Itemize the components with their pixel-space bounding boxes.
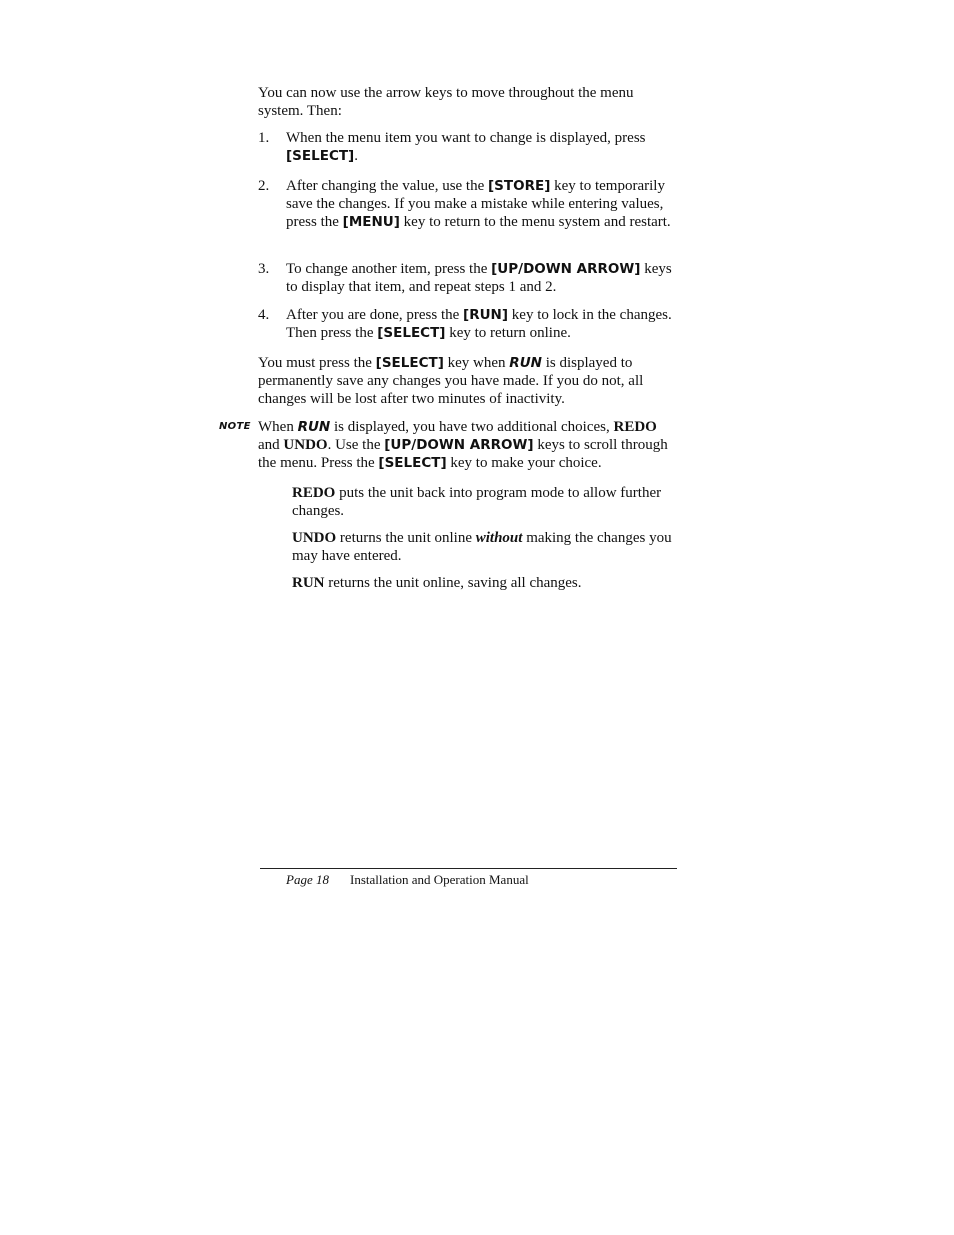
manual-title: Installation and Operation Manual [350, 872, 529, 887]
step-3 [258, 260, 673, 300]
key-select: [SELECT] [377, 325, 446, 341]
display-run: RUN [509, 355, 542, 371]
key-select: [SELECT] [286, 148, 355, 164]
step-text: To change another item, press the [UP/DOWN ARROW] keys to display that item, and repeat steps 1 and 2. [286, 261, 672, 295]
step-text: After changing the value, use the [STORE] key to temporarily save the changes. If you make a mistake while entering values, press the [MENU] key to return to the menu system and restart. [286, 178, 671, 230]
note-paragraph: When RUN is displayed, you have two additional choices, REDO and UNDO. Use the [UP/DOWN ARROW] keys to scroll through the menu. Press the [SELECT] key to make your choice. [258, 419, 668, 471]
term-redo: REDO [292, 485, 336, 501]
key-up-down-arrow: [UP/DOWN ARROW] [384, 437, 534, 453]
note-label: NOTE [219, 421, 251, 432]
step-number: 1. [258, 130, 270, 146]
step-text: After you are done, press the [RUN] key to lock in the changes. Then press the [SELECT] key to return online. [286, 307, 672, 341]
choice-redo: REDO [613, 419, 657, 435]
key-menu: [MENU] [342, 214, 400, 230]
key-select: [SELECT] [378, 455, 447, 471]
step-2 [258, 177, 673, 253]
step-4 [258, 306, 673, 346]
term-run: RUN [292, 575, 325, 591]
term-undo: UNDO [292, 530, 337, 546]
key-store: [STORE] [488, 178, 551, 194]
emphasis-without: without [475, 530, 523, 546]
undo-description: UNDO returns the unit online without making the changes you may have entered. [292, 530, 672, 564]
redo-description: REDO puts the unit back into program mode to allow further changes. [292, 485, 662, 519]
run-description: RUN returns the unit online, saving all changes. [292, 575, 582, 591]
choice-undo: UNDO [283, 437, 328, 453]
intro-paragraph: You can now use the arrow keys to move throughout the menu system. Then: [258, 85, 634, 119]
step-number: 3. [258, 261, 270, 277]
step-number: 4. [258, 307, 270, 323]
footer-divider [260, 868, 677, 869]
page-number: Page 18 [286, 872, 329, 887]
key-select: [SELECT] [375, 355, 444, 371]
step-1 [258, 129, 673, 169]
key-up-down-arrow: [UP/DOWN ARROW] [491, 261, 641, 277]
key-run: [RUN] [463, 307, 509, 323]
must-press-paragraph: You must press the [SELECT] key when RUN is displayed to permanently save any changes you have made. If you do not, all changes will be lost after two minutes of inactivity. [258, 355, 644, 407]
step-number: 2. [258, 178, 270, 194]
display-run: RUN [297, 419, 331, 435]
step-text: When the menu item you want to change is displayed, press [SELECT]. [286, 130, 646, 164]
